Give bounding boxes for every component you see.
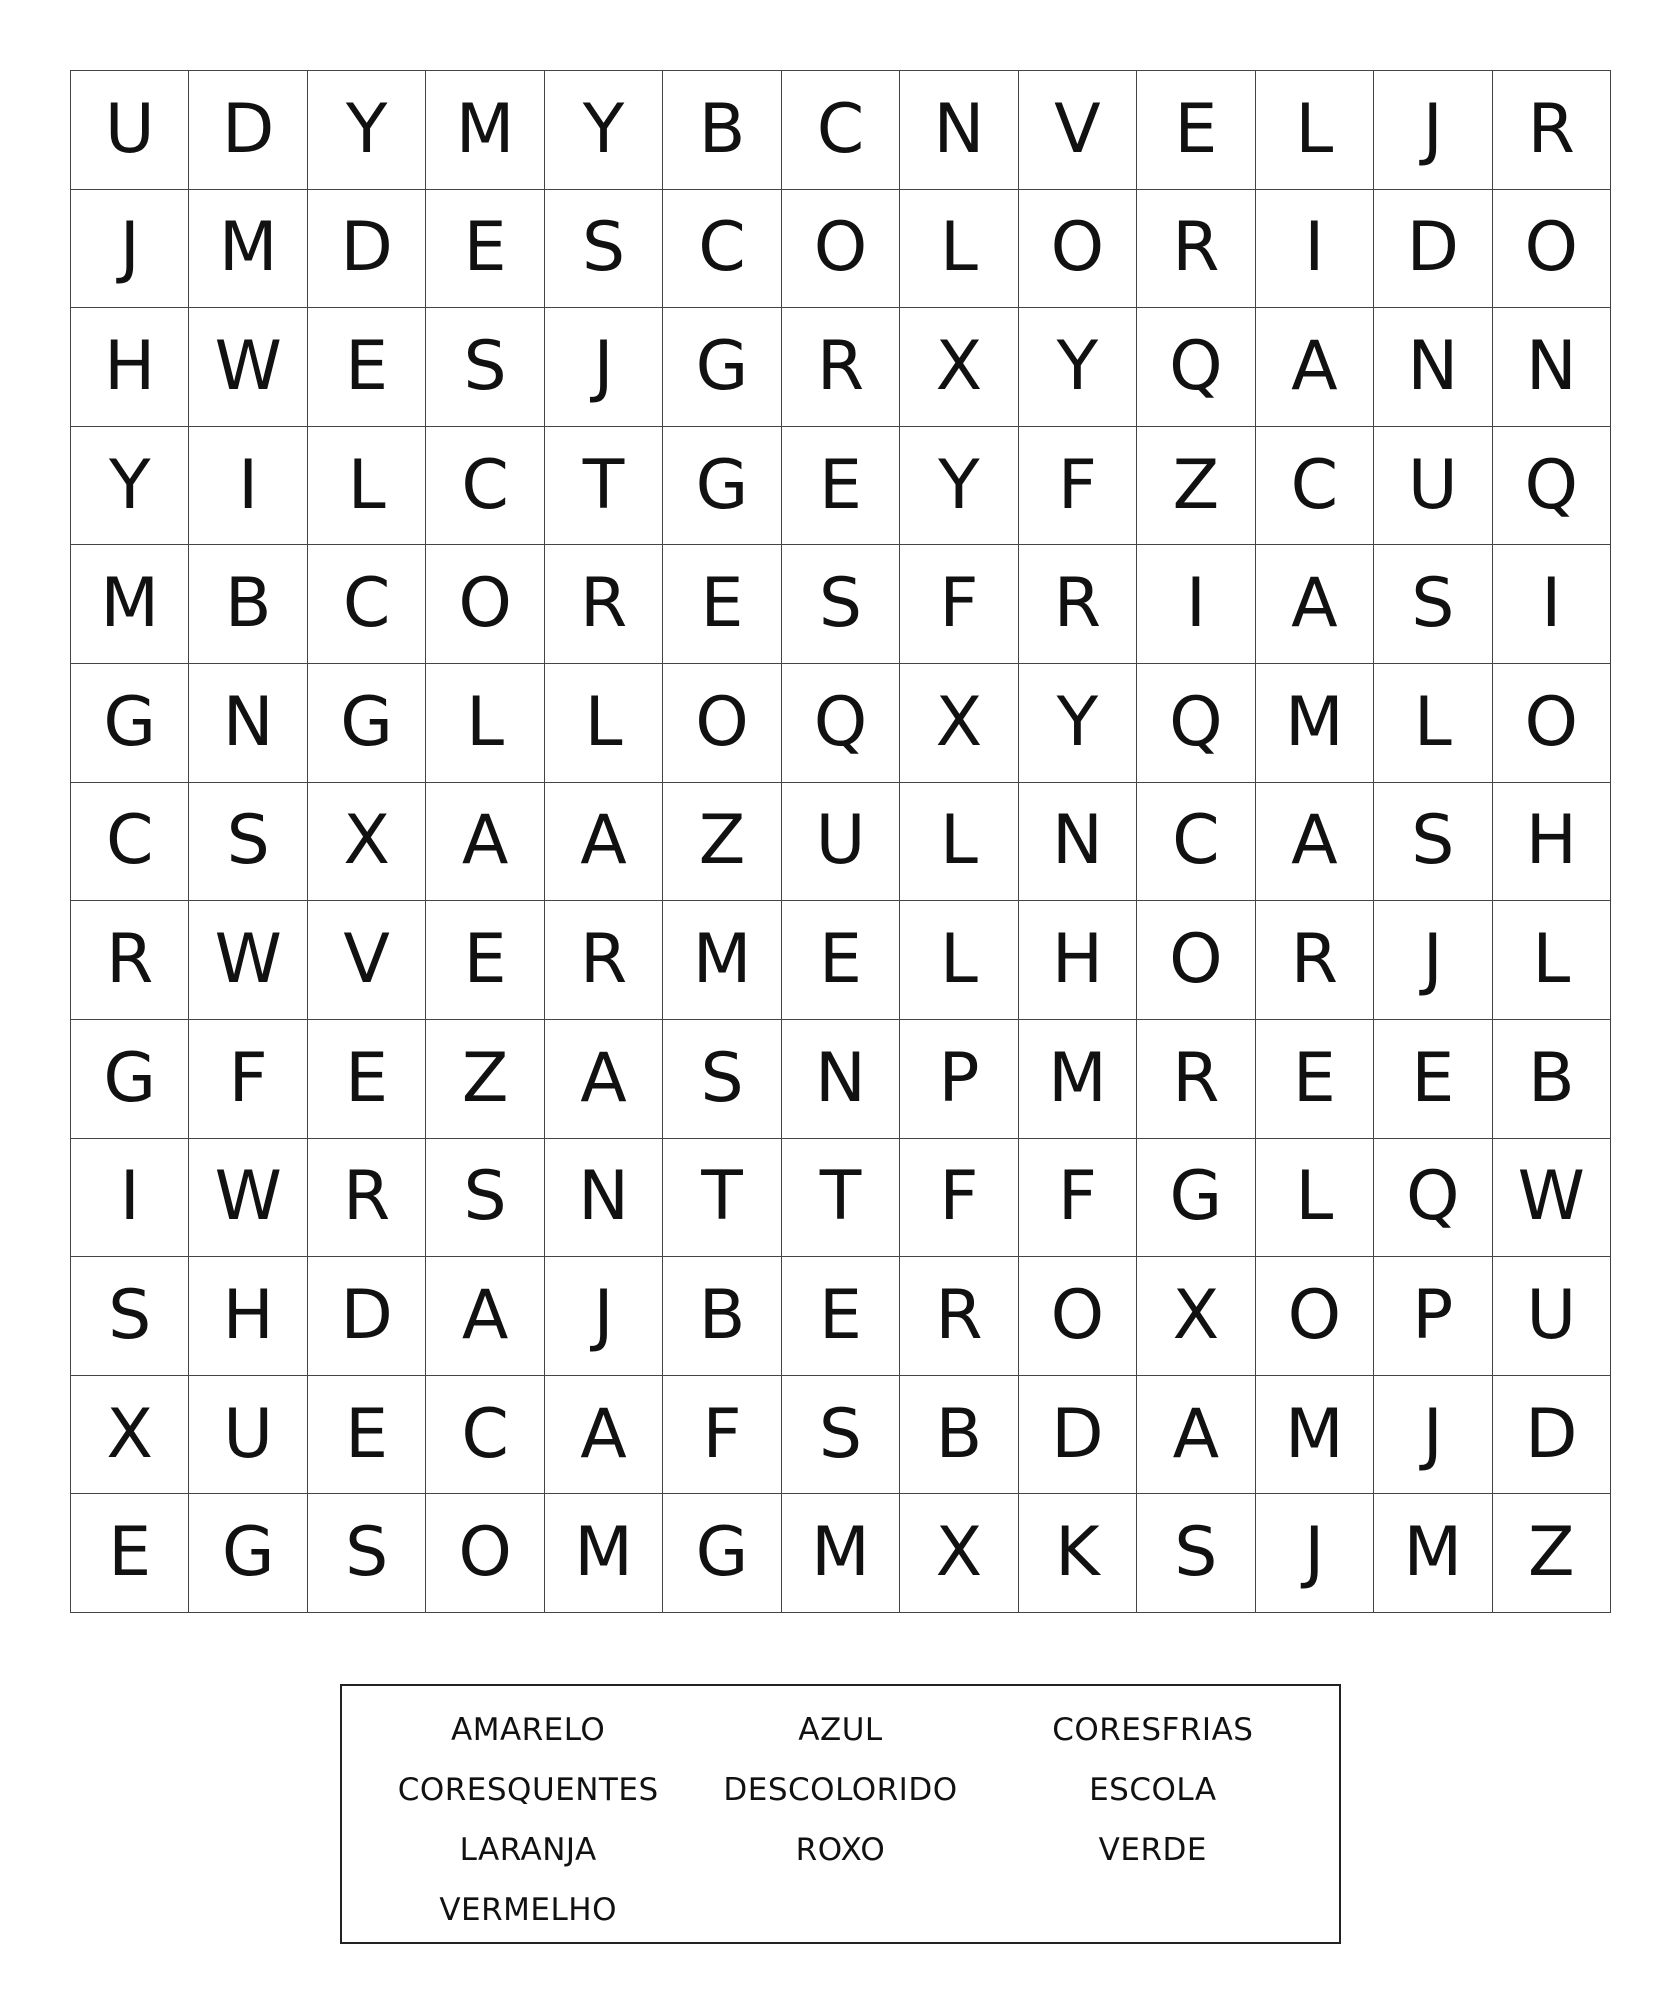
grid-cell[interactable]: A	[545, 1020, 663, 1139]
grid-cell[interactable]: E	[71, 1494, 189, 1613]
grid-cell[interactable]: R	[900, 1257, 1018, 1376]
grid-cell[interactable]: F	[1019, 427, 1137, 546]
grid-cell[interactable]: J	[545, 1257, 663, 1376]
grid-cell[interactable]: C	[1256, 427, 1374, 546]
grid-cell[interactable]: U	[1374, 427, 1492, 546]
grid-cell[interactable]: X	[900, 308, 1018, 427]
grid-cell[interactable]: S	[663, 1020, 781, 1139]
grid-cell[interactable]: Z	[1493, 1494, 1611, 1613]
grid-cell[interactable]: L	[426, 664, 544, 783]
grid-cell[interactable]: J	[545, 308, 663, 427]
grid-cell[interactable]: O	[1019, 1257, 1137, 1376]
grid-cell[interactable]: Q	[1493, 427, 1611, 546]
grid-cell[interactable]: M	[1374, 1494, 1492, 1613]
grid-cell[interactable]: O	[426, 545, 544, 664]
grid-cell[interactable]: A	[1256, 545, 1374, 664]
word-list-item: DESCOLORIDO	[723, 1772, 958, 1808]
word-list-item: CORESFRIAS	[1052, 1712, 1254, 1748]
grid-cell[interactable]: G	[71, 1020, 189, 1139]
grid-cell[interactable]: L	[1256, 1139, 1374, 1258]
grid-cell[interactable]: L	[545, 664, 663, 783]
grid-cell[interactable]: A	[1256, 308, 1374, 427]
grid-cell[interactable]: K	[1019, 1494, 1137, 1613]
grid-cell[interactable]: U	[71, 71, 189, 190]
grid-cell[interactable]: N	[545, 1139, 663, 1258]
grid-cell[interactable]: V	[308, 901, 426, 1020]
grid-cell[interactable]: F	[900, 545, 1018, 664]
word-list-item: ROXO	[795, 1832, 886, 1868]
grid-cell[interactable]: E	[663, 545, 781, 664]
grid-cell[interactable]: N	[782, 1020, 900, 1139]
grid-cell[interactable]: P	[900, 1020, 1018, 1139]
grid-cell[interactable]: N	[189, 664, 307, 783]
grid-cell[interactable]: Z	[426, 1020, 544, 1139]
grid-cell[interactable]: G	[1137, 1139, 1255, 1258]
grid-cell[interactable]: L	[900, 190, 1018, 309]
grid-cell[interactable]: R	[1137, 190, 1255, 309]
grid-cell[interactable]: M	[426, 71, 544, 190]
grid-cell[interactable]: U	[1493, 1257, 1611, 1376]
grid-cell[interactable]: H	[189, 1257, 307, 1376]
grid-cell[interactable]: I	[1256, 190, 1374, 309]
grid-cell[interactable]: J	[1374, 71, 1492, 190]
grid-cell[interactable]: L	[308, 427, 426, 546]
grid-cell[interactable]: S	[426, 1139, 544, 1258]
grid-cell[interactable]: V	[1019, 71, 1137, 190]
grid-cell[interactable]: J	[1374, 1376, 1492, 1495]
grid-cell[interactable]: M	[782, 1494, 900, 1613]
grid-cell[interactable]: F	[900, 1139, 1018, 1258]
grid-cell[interactable]: A	[1137, 1376, 1255, 1495]
grid-cell[interactable]: N	[900, 71, 1018, 190]
grid-cell[interactable]: E	[308, 1020, 426, 1139]
grid-cell[interactable]: C	[1137, 783, 1255, 902]
grid-cell[interactable]: H	[1019, 901, 1137, 1020]
grid-cell[interactable]: A	[426, 783, 544, 902]
grid-cell[interactable]: S	[1374, 783, 1492, 902]
word-list-item: CORESQUENTES	[397, 1772, 659, 1808]
grid-cell[interactable]: E	[1374, 1020, 1492, 1139]
grid-cell[interactable]: F	[1019, 1139, 1137, 1258]
grid-cell[interactable]: N	[1493, 308, 1611, 427]
grid-cell[interactable]: S	[308, 1494, 426, 1613]
word-list-item: VERDE	[1098, 1832, 1207, 1868]
grid-cell[interactable]: O	[1137, 901, 1255, 1020]
grid-cell[interactable]: E	[308, 1376, 426, 1495]
grid-cell[interactable]: C	[782, 71, 900, 190]
grid-cell[interactable]: T	[663, 1139, 781, 1258]
grid-cell[interactable]: B	[663, 1257, 781, 1376]
grid-cell[interactable]: O	[663, 664, 781, 783]
grid-cell[interactable]: E	[782, 901, 900, 1020]
grid-cell[interactable]: Z	[1137, 427, 1255, 546]
grid-cell[interactable]: H	[71, 308, 189, 427]
grid-cell[interactable]: O	[1493, 664, 1611, 783]
grid-cell[interactable]: L	[1256, 71, 1374, 190]
word-list-item: AZUL	[798, 1712, 883, 1748]
grid-cell[interactable]: L	[900, 901, 1018, 1020]
grid-cell[interactable]: R	[1493, 71, 1611, 190]
grid-cell[interactable]: R	[1256, 901, 1374, 1020]
grid-cell[interactable]: I	[189, 427, 307, 546]
grid-cell[interactable]: H	[1493, 783, 1611, 902]
grid-cell[interactable]: G	[71, 664, 189, 783]
word-list	[342, 1700, 1339, 1940]
grid-cell[interactable]: L	[1493, 901, 1611, 1020]
grid-cell[interactable]: B	[663, 71, 781, 190]
grid-cell[interactable]: X	[71, 1376, 189, 1495]
grid-cell[interactable]: M	[545, 1494, 663, 1613]
grid-cell[interactable]: T	[545, 427, 663, 546]
grid-cell[interactable]: Y	[545, 71, 663, 190]
grid-cell[interactable]: O	[1019, 190, 1137, 309]
grid-cell[interactable]: O	[1256, 1257, 1374, 1376]
grid-cell[interactable]: D	[1019, 1376, 1137, 1495]
grid-cell[interactable]: X	[900, 1494, 1018, 1613]
grid-cell[interactable]: M	[189, 190, 307, 309]
grid-cell[interactable]: J	[71, 190, 189, 309]
grid-cell[interactable]: R	[1019, 545, 1137, 664]
grid-cell[interactable]: F	[663, 1376, 781, 1495]
grid-cell[interactable]: X	[308, 783, 426, 902]
grid-cell[interactable]: B	[189, 545, 307, 664]
grid-cell[interactable]: C	[308, 545, 426, 664]
word-list-item: AMARELO	[450, 1712, 606, 1748]
grid-cell[interactable]: G	[663, 1494, 781, 1613]
grid-cell[interactable]: E	[308, 308, 426, 427]
grid-cell[interactable]: Q	[1137, 664, 1255, 783]
grid-cell[interactable]: U	[782, 783, 900, 902]
grid-cell[interactable]: R	[545, 545, 663, 664]
grid-cell[interactable]: S	[545, 190, 663, 309]
grid-cell[interactable]: A	[545, 783, 663, 902]
word-list-item: ESCOLA	[1089, 1772, 1217, 1808]
grid-cell[interactable]: D	[308, 190, 426, 309]
word-list-item: LARANJA	[459, 1832, 597, 1868]
grid-cell[interactable]: M	[1256, 664, 1374, 783]
grid-cell[interactable]: D	[308, 1257, 426, 1376]
grid-cell[interactable]: C	[426, 1376, 544, 1495]
grid-cell[interactable]: W	[189, 1139, 307, 1258]
grid-cell[interactable]: W	[189, 901, 307, 1020]
grid-cell[interactable]: J	[1256, 1494, 1374, 1613]
grid-cell[interactable]: Y	[900, 427, 1018, 546]
grid-cell[interactable]: E	[426, 901, 544, 1020]
grid-cell[interactable]: A	[426, 1257, 544, 1376]
grid-cell[interactable]: R	[782, 308, 900, 427]
grid-cell[interactable]: L	[1374, 664, 1492, 783]
grid-cell[interactable]: M	[71, 545, 189, 664]
grid-cell[interactable]: G	[308, 664, 426, 783]
grid-cell[interactable]: G	[663, 427, 781, 546]
grid-cell[interactable]: J	[1374, 901, 1492, 1020]
grid-cell[interactable]: Z	[663, 783, 781, 902]
grid-cell[interactable]: T	[782, 1139, 900, 1258]
grid-cell[interactable]: O	[1493, 190, 1611, 309]
grid-cell[interactable]: A	[1256, 783, 1374, 902]
grid-cell[interactable]: P	[1374, 1257, 1492, 1376]
grid-cell[interactable]: C	[663, 190, 781, 309]
word-list-box	[340, 1684, 1341, 1944]
grid-cell[interactable]: S	[782, 1376, 900, 1495]
grid-cell[interactable]: A	[545, 1376, 663, 1495]
grid-cell[interactable]: W	[189, 308, 307, 427]
letter-grid	[70, 70, 1611, 1613]
grid-cell[interactable]: U	[189, 1376, 307, 1495]
grid-cell[interactable]: N	[1019, 783, 1137, 902]
grid-cell[interactable]: E	[782, 427, 900, 546]
grid-cell[interactable]: Y	[308, 71, 426, 190]
grid-cell[interactable]: M	[663, 901, 781, 1020]
grid-cell[interactable]: I	[1493, 545, 1611, 664]
grid-cell[interactable]: R	[545, 901, 663, 1020]
grid-cell[interactable]: M	[1019, 1020, 1137, 1139]
grid-cell[interactable]: D	[1374, 190, 1492, 309]
grid-cell[interactable]: I	[71, 1139, 189, 1258]
grid-cell[interactable]: Y	[71, 427, 189, 546]
grid-cell[interactable]: O	[426, 1494, 544, 1613]
grid-cell[interactable]: E	[1256, 1020, 1374, 1139]
grid-cell[interactable]: D	[1493, 1376, 1611, 1495]
grid-cell[interactable]: S	[426, 308, 544, 427]
grid-cell[interactable]: L	[900, 783, 1018, 902]
word-list-item: VERMELHO	[439, 1892, 617, 1928]
grid-cell[interactable]: G	[189, 1494, 307, 1613]
grid-cell[interactable]: O	[782, 190, 900, 309]
grid-cell[interactable]: C	[426, 427, 544, 546]
grid-cell[interactable]: X	[1137, 1257, 1255, 1376]
grid-cell[interactable]: G	[663, 308, 781, 427]
grid-cell[interactable]: N	[1374, 308, 1492, 427]
grid-cell[interactable]: X	[900, 664, 1018, 783]
grid-cell[interactable]: S	[1137, 1494, 1255, 1613]
grid-cell[interactable]: M	[1256, 1376, 1374, 1495]
grid-cell[interactable]: Y	[1019, 664, 1137, 783]
grid-cell[interactable]: Q	[1374, 1139, 1492, 1258]
grid-cell[interactable]: B	[1493, 1020, 1611, 1139]
grid-cell[interactable]: S	[71, 1257, 189, 1376]
grid-cell[interactable]: I	[1137, 545, 1255, 664]
grid-cell[interactable]: Q	[782, 664, 900, 783]
grid-cell[interactable]: R	[308, 1139, 426, 1258]
grid-cell[interactable]: Y	[1019, 308, 1137, 427]
grid-cell[interactable]: R	[71, 901, 189, 1020]
grid-cell[interactable]: C	[71, 783, 189, 902]
grid-cell[interactable]: E	[1137, 71, 1255, 190]
grid-cell[interactable]: F	[189, 1020, 307, 1139]
grid-cell[interactable]: D	[189, 71, 307, 190]
grid-cell[interactable]: E	[782, 1257, 900, 1376]
grid-cell[interactable]: S	[782, 545, 900, 664]
grid-cell[interactable]: B	[900, 1376, 1018, 1495]
grid-cell[interactable]: S	[1374, 545, 1492, 664]
grid-cell[interactable]: R	[1137, 1020, 1255, 1139]
grid-cell[interactable]: S	[189, 783, 307, 902]
grid-cell[interactable]: E	[426, 190, 544, 309]
grid-cell[interactable]: Q	[1137, 308, 1255, 427]
grid-cell[interactable]: W	[1493, 1139, 1611, 1258]
